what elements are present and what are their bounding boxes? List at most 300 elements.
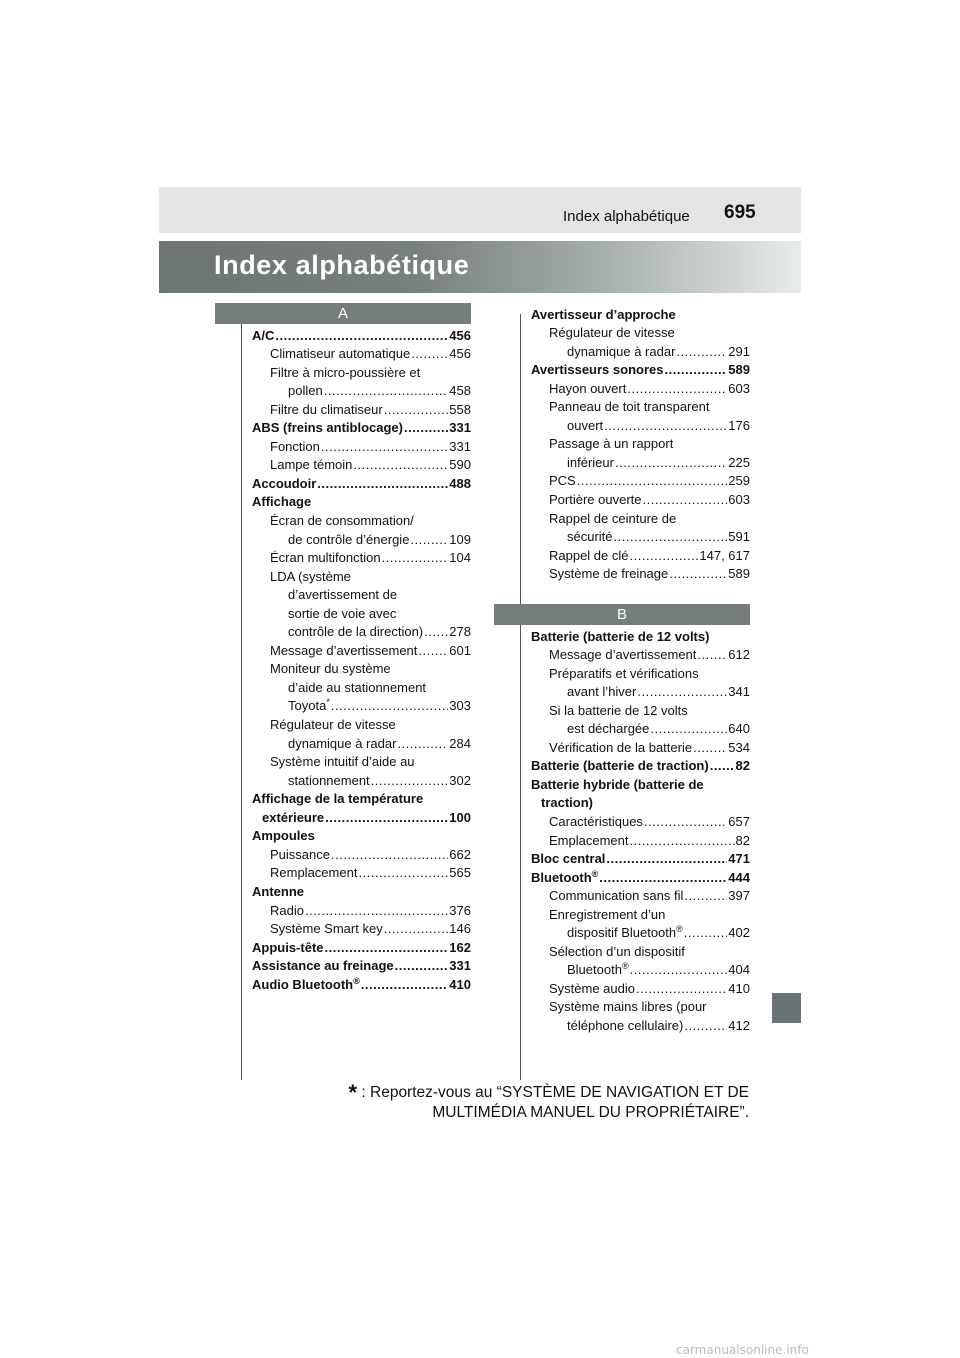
index-entry <box>252 918 471 937</box>
index-entry <box>531 736 750 755</box>
index-entry-page: 456 <box>449 346 471 362</box>
index-entry-term <box>549 666 699 681</box>
index-entry-term <box>531 629 709 644</box>
index-entry-term <box>270 346 410 361</box>
index-entry <box>252 806 471 825</box>
index-entry-term <box>541 795 593 810</box>
index-entry-text: Bluetooth <box>567 962 622 978</box>
index-entry-term <box>549 740 692 755</box>
dot-leader <box>384 921 449 936</box>
dot-leader <box>669 566 727 581</box>
dot-leader <box>424 624 448 639</box>
index-entry-page: 589 <box>728 362 750 378</box>
index-entry-text: est déchargée <box>567 721 650 737</box>
index-entry-term <box>252 977 360 992</box>
index-entry-term <box>531 362 663 377</box>
index-entry-text: Si la batterie de 12 volts <box>549 702 688 718</box>
index-entry-text: Audio Bluetooth <box>252 976 354 992</box>
index-entry <box>531 451 750 470</box>
index-entry-term <box>288 680 426 695</box>
index-entry-term <box>252 828 315 843</box>
index-entry-page: 404 <box>728 962 750 978</box>
index-entry-page: 147, 617 <box>699 547 750 563</box>
index-entry <box>252 528 471 547</box>
dot-leader <box>636 981 727 996</box>
index-entry-term <box>270 903 304 918</box>
index-entry-text: Système mains libres (pour <box>549 999 707 1015</box>
index-entry-term <box>567 418 603 433</box>
index-entry <box>252 454 471 473</box>
index-entry-text: Assistance au freinage <box>252 958 394 974</box>
index-entry-term <box>567 962 629 977</box>
index-entry-page: 601 <box>449 642 471 658</box>
index-entry <box>252 547 471 566</box>
index-entry-text: Batterie (batterie de 12 volts) <box>531 628 710 644</box>
dot-leader <box>305 903 448 918</box>
index-entry-term <box>567 925 683 940</box>
index-entry-text: Régulateur de vitesse <box>270 717 396 733</box>
dot-leader <box>371 773 449 788</box>
index-entry <box>252 602 471 621</box>
index-column-a <box>252 324 471 992</box>
index-entry-page: 410 <box>449 976 471 992</box>
index-entry-term <box>549 833 628 848</box>
index-entry <box>531 396 750 415</box>
index-entry <box>252 565 471 584</box>
index-entry <box>531 829 750 848</box>
dot-leader <box>325 810 448 825</box>
index-entry <box>252 825 471 844</box>
index-entry <box>252 880 471 899</box>
index-entry-text: PCS <box>549 473 576 489</box>
index-entry-term <box>549 888 683 903</box>
index-entry-page: 284 <box>449 735 471 751</box>
index-entry-page: 302 <box>449 772 471 788</box>
index-entry <box>252 658 471 677</box>
index-entry-term <box>252 476 316 491</box>
index-entry-text: Sélection d’un dispositif <box>549 943 685 959</box>
index-entry-page: 471 <box>728 851 750 867</box>
dot-leader <box>397 736 448 751</box>
dot-leader <box>321 439 448 454</box>
index-entry-page: 397 <box>728 888 750 904</box>
dot-leader <box>317 476 448 491</box>
footnote-reference-star: * <box>326 697 330 708</box>
index-entry-term <box>549 999 707 1014</box>
index-entry-page: 612 <box>728 647 750 663</box>
dot-leader <box>684 888 727 903</box>
index-entry-text: Ampoules <box>252 828 315 844</box>
index-entry-term <box>270 865 357 880</box>
running-header-bar <box>159 187 801 233</box>
index-entry-text: Portière ouverte <box>549 492 642 508</box>
index-entry-text: de contrôle d’énergie <box>288 531 410 547</box>
index-entry <box>531 433 750 452</box>
dot-leader <box>710 758 735 773</box>
dot-leader <box>325 940 449 955</box>
registered-mark: ® <box>353 975 360 986</box>
index-entry <box>531 996 750 1015</box>
index-entry-page: 376 <box>449 902 471 918</box>
index-entry-text: Passage à un rapport <box>549 436 674 452</box>
index-entry <box>252 862 471 881</box>
index-entry-text: Avertisseur d’approche <box>531 306 676 322</box>
index-entry <box>531 662 750 681</box>
index-entry-term <box>549 981 635 996</box>
index-entry-page: 458 <box>449 383 471 399</box>
index-entry <box>252 509 471 528</box>
index-entry-term <box>549 473 576 488</box>
index-entry-text: Vérification de la batterie <box>549 739 693 755</box>
page-heading: Index alphabétique <box>214 250 470 280</box>
index-entry-term <box>270 717 396 732</box>
index-entry <box>252 713 471 732</box>
index-entry-page: 82 <box>735 758 750 774</box>
index-entry-page: 410 <box>728 980 750 996</box>
index-entry-term <box>549 325 675 340</box>
index-entry-text: contrôle de la direction) <box>288 624 424 640</box>
index-entry <box>252 491 471 510</box>
dot-leader <box>361 977 449 992</box>
index-entry-term <box>567 529 613 544</box>
index-entry-text: Système intuitif d’aide au <box>270 754 415 770</box>
index-entry <box>252 584 471 603</box>
footnote <box>348 1080 749 1123</box>
index-entry-page: 109 <box>449 531 471 547</box>
index-entry-text: traction) <box>541 795 593 811</box>
index-entry-page: 488 <box>449 475 471 491</box>
index-entry-term <box>288 532 409 547</box>
index-entry-page: 278 <box>449 624 471 640</box>
dot-leader <box>418 643 448 658</box>
index-entry-text: sécurité <box>567 529 613 545</box>
index-entry <box>252 398 471 417</box>
index-entry-text: ouvert <box>567 417 604 433</box>
running-header-title: Index alphabétique <box>563 208 690 225</box>
index-entry-text: Accoudoir <box>252 475 317 491</box>
index-entry <box>531 773 750 792</box>
dot-leader <box>664 362 727 377</box>
index-entry-text: Toyota <box>288 698 327 714</box>
index-entry-text: Bloc central <box>531 851 606 867</box>
index-entry <box>531 625 750 644</box>
index-entry-term <box>270 550 381 565</box>
index-entry-term <box>252 420 403 435</box>
index-entry <box>252 751 471 770</box>
dot-leader <box>676 344 727 359</box>
index-entry <box>531 414 750 433</box>
index-entry-term <box>549 492 642 507</box>
index-column-a-continued <box>531 303 750 581</box>
footnote-star: * <box>348 1080 358 1105</box>
index-entry <box>252 417 471 436</box>
index-entry-page: 558 <box>449 401 471 417</box>
index-entry-text: Avertisseurs sonores <box>531 362 664 378</box>
dot-leader <box>643 492 728 507</box>
index-entry <box>531 526 750 545</box>
index-entry-page: 291 <box>728 343 750 359</box>
index-entry-page: 100 <box>449 809 471 825</box>
index-entry-term <box>270 847 330 862</box>
index-entry-text: Régulateur de vitesse <box>549 325 675 341</box>
index-entry-term <box>270 661 391 676</box>
dot-leader <box>382 550 449 565</box>
index-entry <box>252 899 471 918</box>
index-entry-page: 640 <box>728 721 750 737</box>
index-entry <box>531 681 750 700</box>
index-entry-text: Enregistrement d’un <box>549 906 666 922</box>
watermark: carmanualsonline.info <box>676 1343 809 1357</box>
dot-leader <box>411 346 448 361</box>
index-entry <box>531 359 750 378</box>
index-entry <box>252 676 471 695</box>
index-entry-term <box>549 647 696 662</box>
index-entry-text: Batterie hybride (batterie de <box>531 776 704 792</box>
index-entry-text: stationnement <box>288 772 370 788</box>
footnote-line-2: MULTIMÉDIA MANUEL DU PROPRIÉTAIRE”. <box>432 1104 749 1121</box>
index-entry-text: avant l’hiver <box>567 684 637 700</box>
index-entry-term <box>531 870 598 885</box>
index-entry-text: Batterie (batterie de traction) <box>531 758 709 774</box>
index-entry-text: Système de freinage <box>549 566 669 582</box>
index-entry <box>252 973 471 992</box>
index-entry-text: dynamique à radar <box>567 343 676 359</box>
index-entry-page: 341 <box>728 684 750 700</box>
index-entry-page: 146 <box>449 921 471 937</box>
index-entry-text: Rappel de ceinture de <box>549 510 677 526</box>
index-entry-term <box>567 1018 683 1033</box>
index-entry-page: 303 <box>449 698 471 714</box>
index-entry <box>252 769 471 788</box>
index-entry-text: Moniteur du système <box>270 661 391 677</box>
index-entry-text: sortie de voie avec <box>288 605 397 621</box>
index-entry-text: Hayon ouvert <box>549 380 627 396</box>
index-entry <box>252 621 471 640</box>
registered-mark: ® <box>676 924 683 935</box>
index-entry-text: Appuis-tête <box>252 939 324 955</box>
dot-leader <box>331 847 448 862</box>
index-entry <box>531 959 750 978</box>
index-entry-text: A/C <box>252 327 275 343</box>
index-entry-text: Panneau de toit transparent <box>549 399 710 415</box>
index-entry-text: Remplacement <box>270 865 358 881</box>
index-entry-page: 225 <box>728 454 750 470</box>
index-entry-text: Bluetooth <box>531 869 592 885</box>
index-entry <box>531 718 750 737</box>
index-entry-text: d’avertissement de <box>288 587 398 603</box>
index-entry-term <box>288 773 370 788</box>
index-entry-term <box>252 940 324 955</box>
letter-heading-a: A <box>215 303 471 324</box>
dot-leader <box>410 532 448 547</box>
index-entry-term <box>252 884 304 899</box>
dot-leader <box>395 958 449 973</box>
dot-leader <box>629 833 734 848</box>
index-entry-text: LDA (système <box>270 568 351 584</box>
dot-leader <box>577 473 728 488</box>
index-entry <box>531 755 750 774</box>
index-entry-text: pollen <box>288 383 323 399</box>
index-entry-page: 589 <box>728 566 750 582</box>
index-entry-text: d’aide au stationnement <box>288 679 427 695</box>
index-entry-text: Message d’avertissement <box>270 642 418 658</box>
dot-leader <box>614 529 728 544</box>
index-entry-page: 456 <box>449 327 471 343</box>
dot-leader <box>384 402 449 417</box>
dot-leader <box>275 328 448 343</box>
index-entry-page: 176 <box>728 417 750 433</box>
index-entry-text: Affichage de la température <box>252 791 424 807</box>
letter-heading-b: B <box>494 604 750 625</box>
index-entry-term <box>549 511 676 526</box>
index-entry-text: Antenne <box>252 883 304 899</box>
index-entry <box>531 563 750 582</box>
index-entry-term <box>549 436 673 451</box>
index-entry <box>531 977 750 996</box>
index-entry <box>252 695 471 714</box>
dot-leader <box>650 721 727 736</box>
dot-leader <box>693 740 727 755</box>
footnote-line-1: : Reportez-vous au “SYSTÈME DE NAVIGATION ET DE <box>361 1084 749 1101</box>
index-entry-text: Système audio <box>549 980 635 996</box>
index-entry-term <box>549 399 709 414</box>
index-entry-text: Fonction <box>270 438 320 454</box>
dot-leader <box>353 457 448 472</box>
index-entry-text: Climatiseur automatique <box>270 346 411 362</box>
index-entry-term <box>252 328 274 343</box>
index-entry-text: dynamique à radar <box>288 735 397 751</box>
index-entry-page: 565 <box>449 865 471 881</box>
index-entry <box>252 732 471 751</box>
index-entry-term <box>531 307 676 322</box>
index-entry-page: 82 <box>735 832 750 848</box>
index-entry-page: 591 <box>728 529 750 545</box>
index-entry-page: 259 <box>728 473 750 489</box>
index-entry-term <box>270 921 383 936</box>
index-entry <box>531 903 750 922</box>
dot-leader <box>637 684 727 699</box>
index-entry-page: 104 <box>449 550 471 566</box>
index-entry-term <box>567 344 675 359</box>
index-entry-text: Message d’avertissement <box>549 647 697 663</box>
index-entry-term <box>270 402 383 417</box>
column-divider-left <box>241 314 242 1080</box>
index-entry <box>252 380 471 399</box>
index-entry-text: Puissance <box>270 846 330 862</box>
index-entry <box>252 472 471 491</box>
index-entry-term <box>252 958 394 973</box>
registered-mark: ® <box>591 868 599 879</box>
index-entry <box>531 322 750 341</box>
index-entry-term <box>252 494 311 509</box>
dot-leader <box>644 814 727 829</box>
index-entry <box>252 435 471 454</box>
index-entry-term <box>549 944 685 959</box>
index-entry <box>531 488 750 507</box>
index-entry-text: Filtre du climatiseur <box>270 401 383 417</box>
index-entry <box>531 922 750 941</box>
index-entry-term <box>270 643 417 658</box>
index-entry-text: dispositif Bluetooth <box>567 925 677 941</box>
index-entry-page: 412 <box>728 1018 750 1034</box>
index-entry <box>531 866 750 885</box>
index-entry-page: 657 <box>728 814 750 830</box>
dot-leader <box>599 870 727 885</box>
index-entry <box>252 324 471 343</box>
index-entry-page: 534 <box>728 739 750 755</box>
index-entry-term <box>270 513 414 528</box>
index-entry-term <box>262 810 324 825</box>
index-entry <box>531 644 750 663</box>
index-entry-term <box>531 851 605 866</box>
index-entry <box>252 639 471 658</box>
index-entry <box>531 507 750 526</box>
index-entry-term <box>549 548 629 563</box>
dot-leader <box>358 865 448 880</box>
index-entry-text: Filtre à micro-poussière et <box>270 364 421 380</box>
index-entry-text: Écran multifonction <box>270 550 381 566</box>
index-entry <box>531 699 750 718</box>
index-entry-page: 444 <box>728 869 750 885</box>
dot-leader <box>331 698 448 713</box>
index-entry-term <box>549 907 665 922</box>
index-entry-text: Préparatifs et vérifications <box>549 665 699 681</box>
index-entry-term <box>270 754 415 769</box>
dot-leader <box>404 420 448 435</box>
page-number: 695 <box>724 202 756 223</box>
index-entry-term <box>567 455 614 470</box>
index-entry-term <box>270 457 352 472</box>
index-entry-text: Rappel de clé <box>549 547 629 563</box>
index-entry <box>531 848 750 867</box>
index-entry <box>531 810 750 829</box>
index-entry-text: inférieur <box>567 454 614 470</box>
index-entry <box>531 303 750 322</box>
index-entry-page: 162 <box>449 939 471 955</box>
index-entry-text: Affichage <box>252 494 312 510</box>
index-entry-text: téléphone cellulaire) <box>567 1018 684 1034</box>
index-entry-page: 331 <box>449 958 471 974</box>
index-entry-page: 331 <box>449 420 471 436</box>
index-entry-term <box>288 383 323 398</box>
dot-leader <box>630 962 728 977</box>
index-entry-term <box>288 587 397 602</box>
index-entry-page: 402 <box>728 925 750 941</box>
dot-leader <box>627 381 727 396</box>
dot-leader <box>630 548 699 563</box>
index-entry <box>531 470 750 489</box>
dot-leader <box>604 418 727 433</box>
index-entry-text: ABS (freins antiblocage) <box>252 420 403 436</box>
index-entry-text: Système Smart key <box>270 921 383 937</box>
index-entry <box>531 340 750 359</box>
index-entry <box>252 955 471 974</box>
dot-leader <box>697 647 727 662</box>
index-entry-term <box>288 698 330 713</box>
column-divider-middle <box>520 314 521 1080</box>
index-entry-page: 603 <box>728 492 750 508</box>
index-entry <box>531 940 750 959</box>
dot-leader <box>615 455 727 470</box>
index-entry-text: Caractéristiques <box>549 814 643 830</box>
index-entry-text: Communication sans fil <box>549 888 684 904</box>
index-entry-text: Lampe témoin <box>270 457 353 473</box>
index-entry <box>531 885 750 904</box>
index-entry <box>252 343 471 362</box>
index-entry-term <box>288 624 423 639</box>
dot-leader <box>324 383 449 398</box>
index-entry <box>531 1014 750 1033</box>
